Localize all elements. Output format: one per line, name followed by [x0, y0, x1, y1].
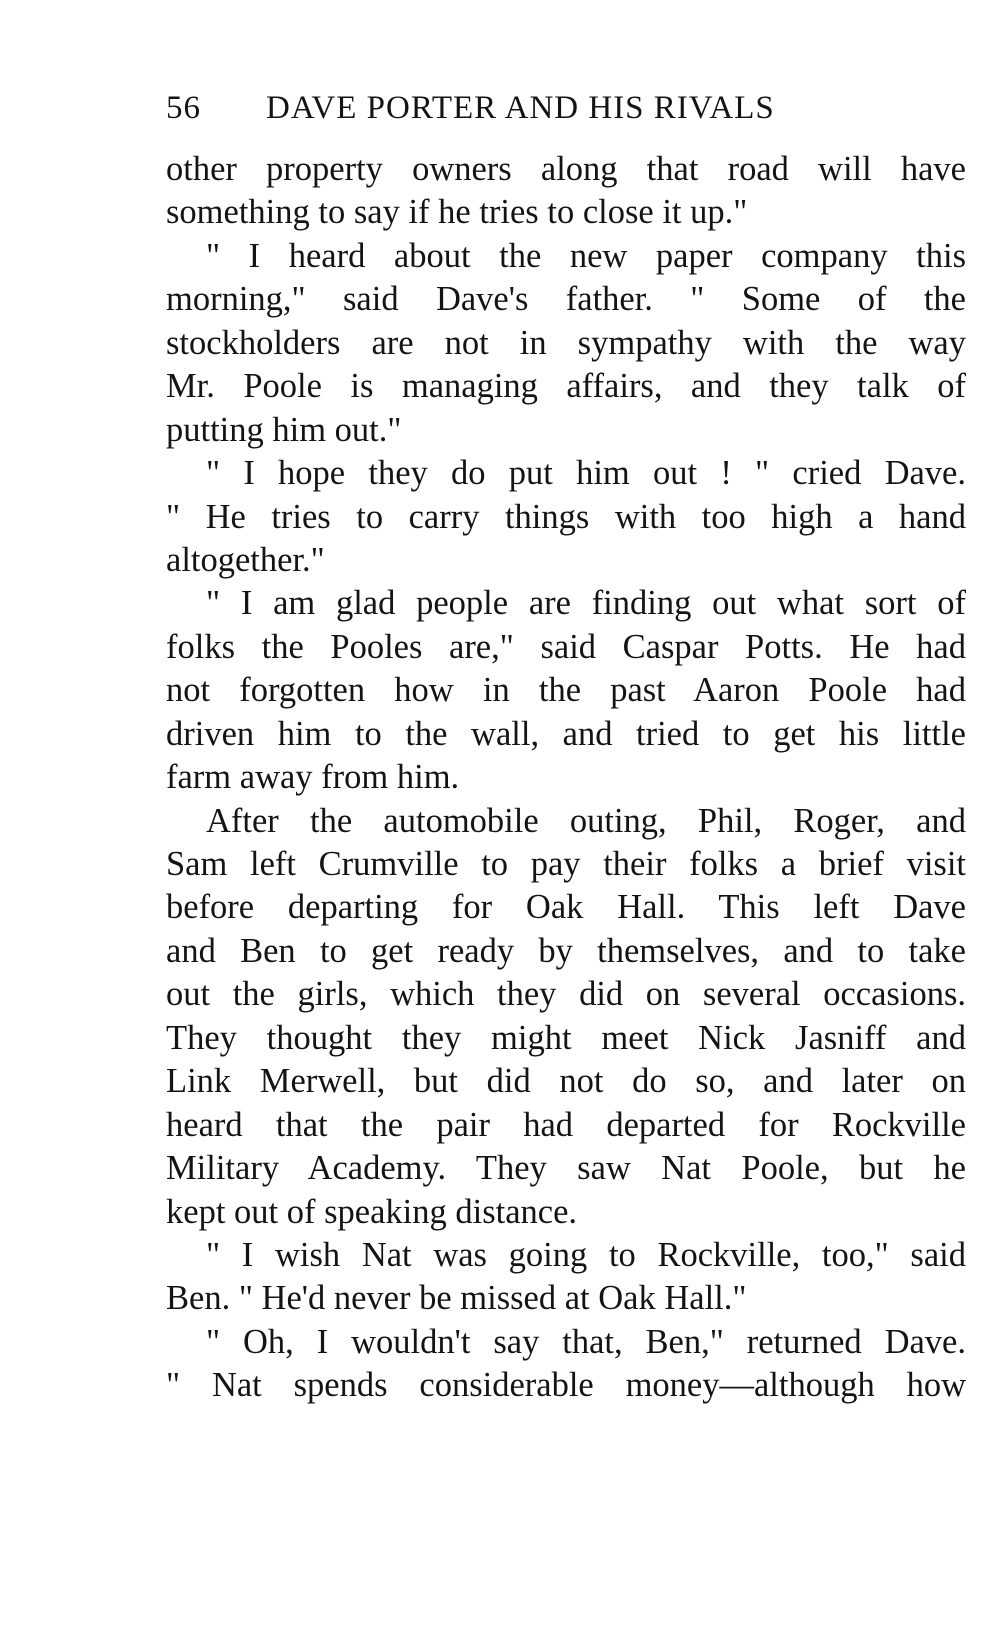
text-line: Military Academy. They saw Nat Poole, but he	[166, 1149, 966, 1188]
text-line: Sam left Crumville to pay their folks a brief visit	[166, 845, 966, 883]
text-line: After the automobile outing, Phil, Roger, and	[206, 801, 966, 840]
text-line: " I wish Nat was going to Rockville, too," said	[206, 1235, 966, 1274]
text-line: " I am glad people are finding out what sort of	[206, 584, 966, 623]
text-line: altogether."	[166, 540, 325, 579]
text-line: other property owners along that road will have	[166, 150, 966, 188]
text-line: and Ben to get ready by themselves, and to take	[166, 931, 966, 970]
text-line: " I heard about the new paper company this	[206, 236, 966, 275]
text-line: not forgotten how in the past Aaron Poole had	[166, 671, 966, 710]
text-line: stockholders are not in sympathy with the way	[166, 323, 966, 362]
text-line: kept out of speaking distance.	[166, 1192, 578, 1231]
body-text	[166, 148, 966, 1408]
text-line: " He tries to carry things with too high a hand	[166, 497, 966, 536]
page-number: 56	[166, 90, 201, 126]
text-line: morning," said Dave's father. " Some of the	[166, 280, 966, 319]
text-line: farm away from him.	[166, 758, 460, 797]
text-line: Ben. " He'd never be missed at Oak Hall."	[166, 1279, 747, 1318]
text-line: heard that the pair had departed for Rockville	[166, 1105, 966, 1144]
text-line: They thought they might meet Nick Jasniff and	[166, 1018, 966, 1057]
text-line: " I hope they do put him out ! " cried Dave.	[206, 454, 966, 493]
text-line: before departing for Oak Hall. This left Dave	[166, 888, 966, 927]
text-line: " Nat spends considerable money—although how	[166, 1366, 966, 1405]
text-line: out the girls, which they did on several occasions.	[166, 975, 966, 1014]
text-line: folks the Pooles are," said Caspar Potts. He had	[166, 627, 966, 666]
page-header	[166, 86, 966, 130]
running-title: DAVE PORTER AND HIS RIVALS	[266, 90, 775, 126]
text-line: driven him to the wall, and tried to get his little	[166, 714, 966, 753]
text-line: Link Merwell, but did not do so, and later on	[166, 1062, 966, 1101]
text-line: putting him out."	[166, 410, 402, 449]
text-line: something to say if he tries to close it up."	[166, 193, 748, 232]
text-line: " Oh, I wouldn't say that, Ben," returned Dave.	[206, 1322, 966, 1361]
text-line: Mr. Poole is managing affairs, and they talk of	[166, 367, 966, 406]
